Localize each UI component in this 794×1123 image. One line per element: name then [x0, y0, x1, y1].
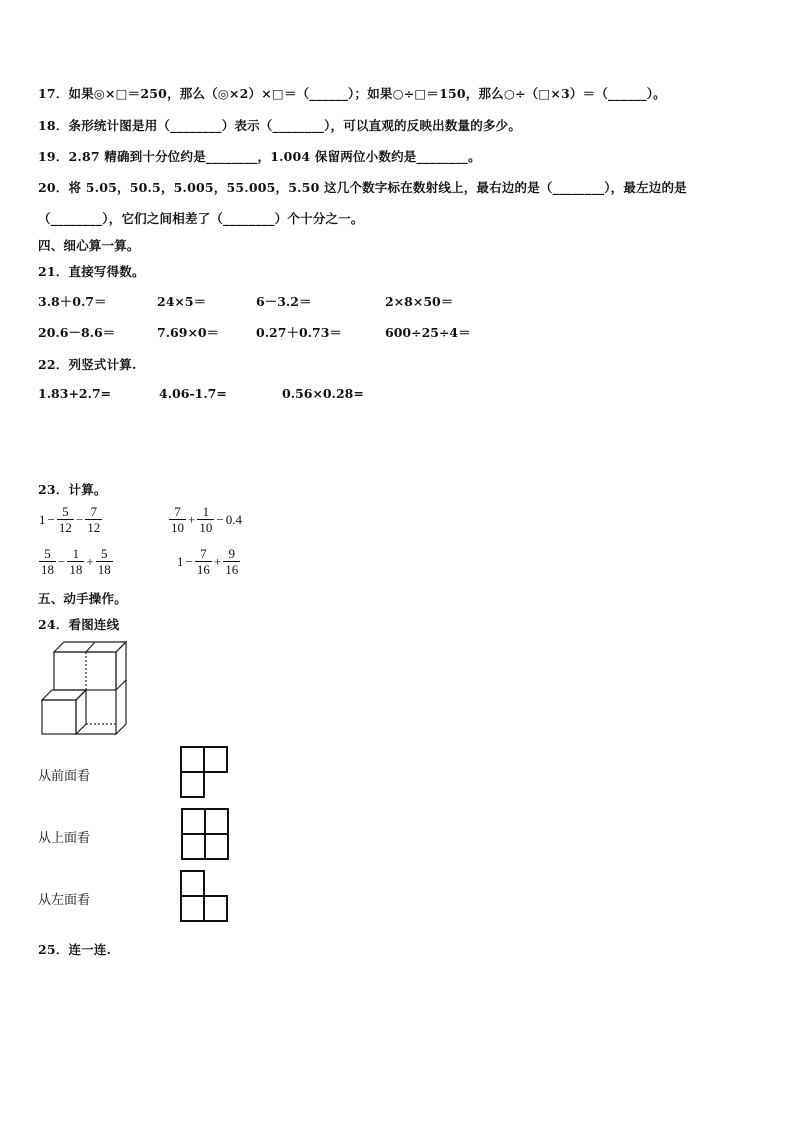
fraction: $\frac{9}{16}$: [225, 546, 239, 577]
expr-operator: −: [185, 553, 193, 569]
expr-term: 1: [177, 553, 184, 569]
fraction: $\frac{5}{18}$: [41, 546, 54, 577]
question-18: 18．条形统计图是用（________）表示（________），可以直观的反映出数量的多少。: [38, 118, 522, 133]
view-label-left: 从左面看: [38, 893, 91, 908]
fraction: $\frac{7}{12}$: [87, 504, 101, 535]
cube-stack-figure: [38, 640, 130, 736]
question-19: 19．2.87 精确到十分位约是________，1.004 保留两位小数约是________。: [38, 149, 481, 164]
fraction-expression-1: [38, 504, 103, 535]
fraction-expression-3: [38, 546, 114, 577]
question-17: 17．如果◎×□＝250，那么（◎×2）×□＝（______）；如果○÷□＝150，那么○÷（□×3）＝（______）。: [38, 86, 666, 101]
view-label-front: 从前面看: [38, 769, 91, 784]
mental-calc-item: 2×8×50＝: [385, 294, 454, 309]
expr-operator: −: [216, 511, 224, 527]
fraction: $\frac{5}{18}$: [97, 546, 111, 577]
question-25: 25．连一连.: [38, 942, 112, 957]
view-shape-l-bottom[interactable]: [180, 870, 230, 924]
expr-term: 1: [39, 511, 46, 527]
view-shape-l-top[interactable]: [180, 746, 230, 800]
question-24: 24．看图连线: [38, 617, 120, 632]
expr-operator: +: [86, 553, 94, 569]
view-shape-square-2x2[interactable]: [181, 808, 231, 862]
mental-calc-item: 7.69×0＝: [157, 325, 220, 340]
mental-calc-item: 600÷25÷4＝: [385, 325, 471, 340]
expr-operator: +: [213, 553, 222, 569]
fraction: $\frac{7}{10}$: [171, 504, 184, 535]
question-22: 22．列竖式计算.: [38, 357, 137, 372]
mental-calc-item: 0.27＋0.73＝: [256, 325, 342, 340]
vertical-calc-item: 1.83+2.7=: [38, 386, 112, 401]
vertical-calc-item: 4.06-1.7=: [159, 386, 227, 401]
fraction: $\frac{5}{12}$: [58, 504, 72, 535]
section-5-heading: 五、动手操作。: [38, 591, 127, 606]
expr-operator: −: [47, 511, 55, 527]
vertical-calc-item: 0.56×0.28=: [282, 386, 364, 401]
mental-calc-item: 6－3.2＝: [256, 294, 312, 309]
mental-calc-item: 24×5＝: [157, 294, 207, 309]
mental-calc-item: 3.8＋0.7＝: [38, 294, 107, 309]
expr-term: 0.4: [225, 511, 242, 527]
question-23: 23．计算。: [38, 482, 107, 497]
question-20-line2: （________），它们之间相差了（________）个十分之一。: [38, 211, 364, 226]
fraction: $\frac{1}{18}$: [69, 546, 83, 577]
expr-operator: −: [75, 511, 84, 527]
expr-operator: −: [58, 553, 66, 569]
mental-calc-item: 20.6－8.6＝: [38, 325, 116, 340]
fraction: $\frac{1}{10}$: [199, 504, 213, 535]
expr-operator: +: [188, 511, 196, 527]
section-4-heading: 四、细心算一算。: [38, 238, 140, 253]
view-label-top: 从上面看: [38, 831, 91, 846]
fraction-expression-2: [168, 504, 243, 535]
fraction: $\frac{7}{16}$: [196, 546, 210, 577]
question-20-line1: 20．将 5.05，50.5，5.005，55.005，5.50 这几个数字标在数射线上，最右边的是（________），最左边的是: [38, 180, 687, 195]
question-21: 21．直接写得数。: [38, 264, 145, 279]
fraction-expression-4: [176, 546, 241, 577]
